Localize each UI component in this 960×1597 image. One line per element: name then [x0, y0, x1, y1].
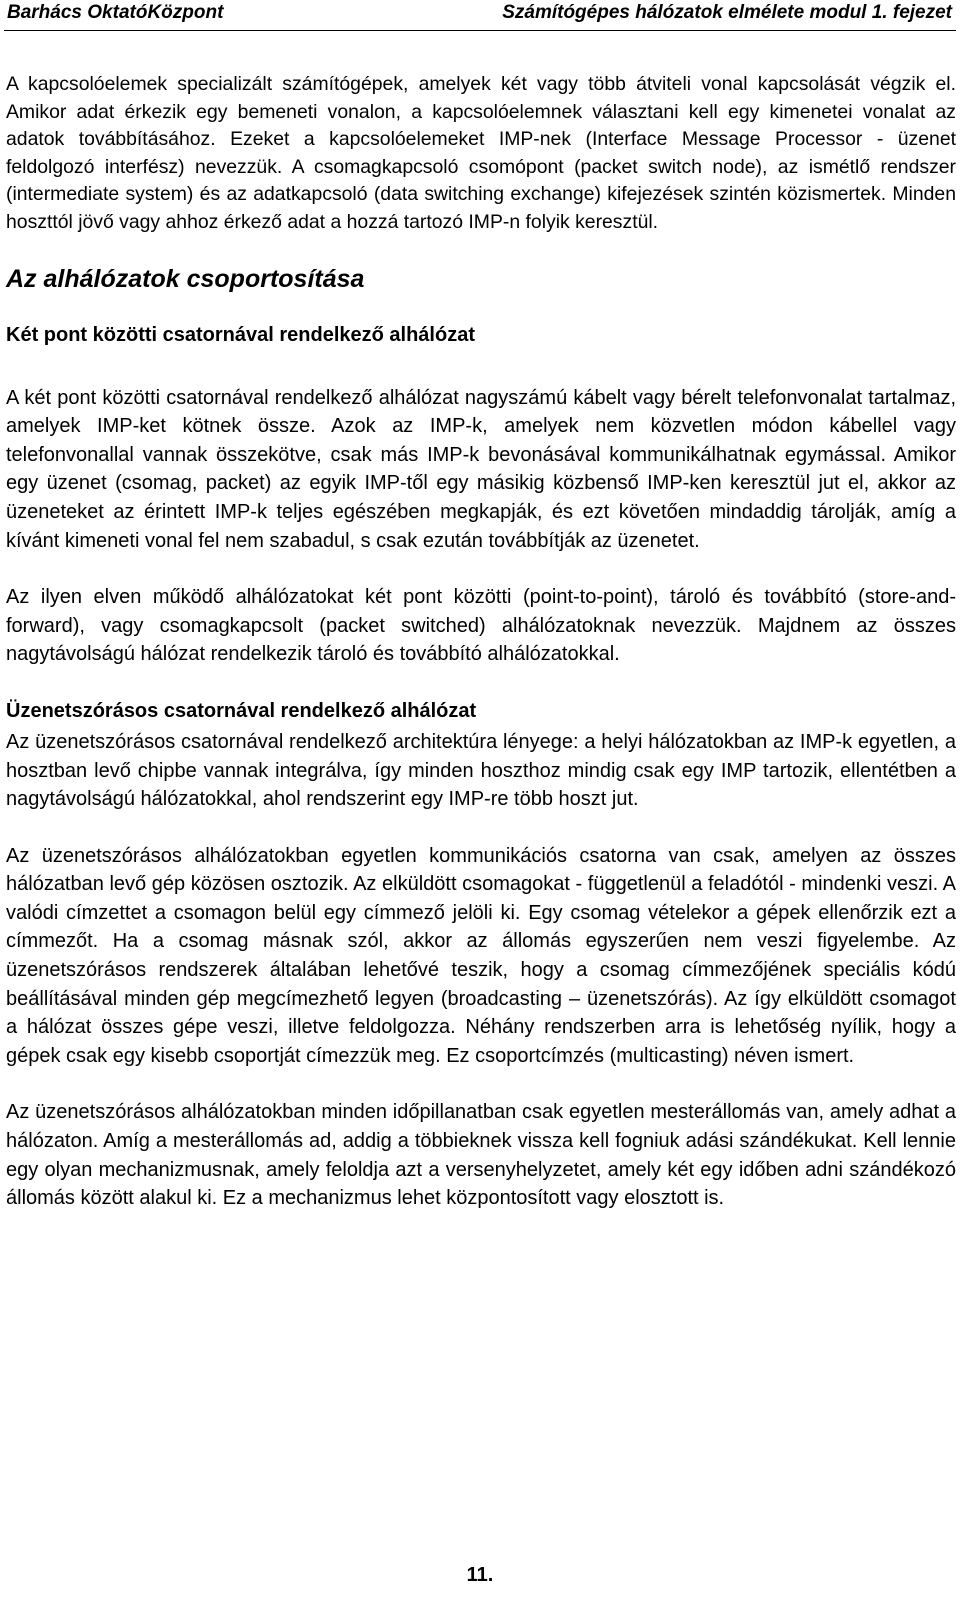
point-to-point-paragraph-2: Az ilyen elven működő alhálózatokat két pont közötti (point-to-point), tároló és továbbító (store-and-forward), vagy csomagkapcsolt (packet switched) alhálózatoknak nevezzük. Majdnem az összes nagytávolságú hálózat rendelkezik tároló és továbbító alhálózatokkal. — [6, 586, 956, 666]
header-publisher: Barhács OktatóKözpont — [7, 2, 224, 23]
broadcast-paragraph-2: Az üzenetszórásos alhálózatokban egyetlen kommunikációs csatorna van csak, amelyen az összes hálózatban levő gép közösen osztozik. Az elküldött csomagokat - függetlenül a feladótól - mindenki veszi. A valódi címzettet a csomagon belül egy címmező jelöli ki. Egy csomag vételekor a gépek ellenőrzik ezt a címmezőt. Ha a csomag másnak szól, akkor az állomás egyszerűen nem veszi figyelembe. Az üzenetszórásos rendszerek általában lehetővé teszik, hogy a csomag címmezőjének speciális kódú beállításával minden gép megcímezhető legyen (broadcasting – üzenetszórás). Az így elküldött csomagot a hálózat összes gépe veszi, illetve feldolgozza. Néhány rendszerben arra is lehetőség nyílik, hogy a gépek csak egy kisebb csoportját címezzük meg. Ez csoportcímzés (multicasting) néven ismert. — [6, 844, 956, 1067]
broadcast-paragraph-3: Az üzenetszórásos alhálózatokban minden időpillanatban csak egyetlen mesterállomás van, amely adhat a hálózaton. Amíg a mesterállomás ad, addig a többieknek vissza kell fogniuk adási szándékukat. Kell lennie egy olyan mechanizmusnak, amely feloldja azt a versenyhelyzetet, amely két egy időben adni szándékozó állomás között alakul ki. Ez a mechanizmus lehet központosított vagy elosztott is. — [6, 1101, 956, 1210]
intro-paragraph: A kapcsolóelemek specializált számítógépek, amelyek két vagy több átviteli vonal kapcsolását végzik el. Amikor adat érkezik egy bemeneti vonalon, a kapcsolóelemnek választani kell egy kimenetei vonalat az adatok továbbításához. Ezeket a kapcsolóelemeket IMP-nek (Interface Message Processor - üzenet feldolgozó interfész) nevezzük. A csomagkapcsoló csomópont (packet switch node), az ismétlő rendszer (intermediate system) és az adatkapcsoló (data switching exchange) kifejezések szintén közismertek. Minden hoszttól jövő vagy ahhoz érkező adat a hozzá tartozó IMP-n folyik keresztül. — [6, 73, 956, 233]
subsection-point-to-point-title: Két pont közötti csatornával rendelkező alhálózat — [6, 323, 475, 346]
page-number: 11. — [466, 1564, 494, 1586]
point-to-point-paragraph-1: A két pont közötti csatornával rendelkező alhálózat nagyszámú kábelt vagy bérelt telefonvonalat tartalmaz, amelyek IMP-ket kötnek össze. Azok az IMP-k, amelyek nem közvetlen módon kábellel vagy telefonvonallal vannak összekötve, csak más IMP-k bevonásával kommunikálhatnak egymással. Amikor egy üzenet (csomag, packet) az egyik IMP-től egy másikig közbenső IMP-ken keresztül jut el, akkor az üzeneteket az érintett IMP-k teljes egészében megkapják, és ezt követően mindaddig tárolják, amíg a kívánt kimeneti vonal fel nem szabadul, s csak ezután továbbítják az üzenetet. — [6, 386, 956, 552]
header-course-title: Számítógépes hálózatok elmélete modul 1. fejezet — [502, 2, 952, 23]
subsection-broadcast-title: Üzenetszórásos csatornával rendelkező alhálózat — [6, 699, 477, 722]
header-divider — [4, 30, 956, 31]
broadcast-paragraph-1: Az üzenetszórásos csatornával rendelkező architektúra lényege: a helyi hálózatokban az IMP-k egyetlen, a hosztban levő chipbe vannak integrálva, így minden hoszthoz mindig csak egy IMP tartozik, ellentétben a nagytávolságú hálózatokkal, ahol rendszerint egy IMP-re több hoszt jut. — [6, 730, 956, 811]
section-title: Az alhálózatok csoportosítása — [6, 264, 365, 293]
page-header — [0, 0, 960, 34]
page-content — [6, 71, 956, 1213]
